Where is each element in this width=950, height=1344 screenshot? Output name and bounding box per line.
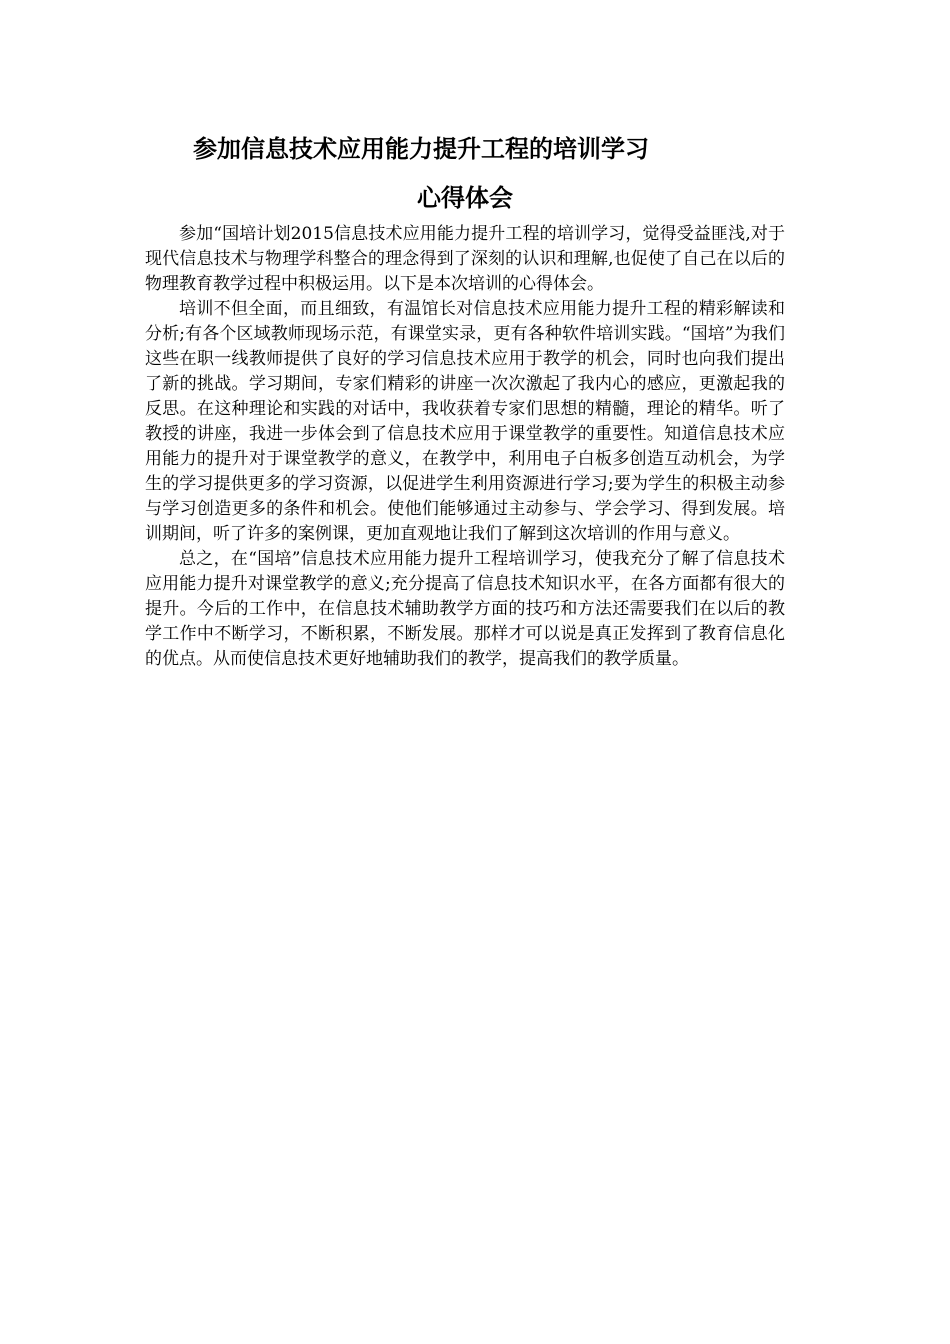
paragraph-2: 培训不但全面，而且细致，有温馆长对信息技术应用能力提升工程的精彩解读和分析;有各个区域教师现场示范，有课堂实录，更有各种软件培训实践。“国培”为我们这些在职一线教师提供了良好的学习信息技术应用于教学的机会，同时也向我们提出了新的挑战。学习期间，专家们精彩的讲座一次次激起了我内心的感应，更激起我的反思。在这种理论和实践的对话中，我收获着专家们思想的精髓，理论的精华。听了教授的讲座，我进一步体会到了信息技术应用于课堂教学的重要性。知道信息技术应用能力的提升对于课堂教学的意义，在教学中，利用电子白板多创造互动机会，为学生的学习提供更多的学习资源，以促进学生利用资源进行学习;要为学生的积极主动参与学习创造更多的条件和机会。使他们能够通过主动参与、学会学习、得到发展。培训期间，听了许多的案例课，更加直观地让我们了解到这次培训的作用与意义。 bbox=[145, 299, 785, 544]
paragraph-1: 参加“国培计划2015信息技术应用能力提升工程的培训学习，觉得受益匪浅,对于现代信息技术与物理学科整合的理念得到了深刻的认识和理解,也促使了自己在以后的物理教育教学过程中积极运用。以下是本次培训的心得体会。 bbox=[145, 224, 785, 294]
document-body bbox=[145, 222, 785, 672]
document-title-line1: 参加信息技术应用能力提升工程的培训学习 bbox=[193, 135, 649, 163]
paragraph-3: 总之，在“国培”信息技术应用能力提升工程培训学习，使我充分了解了信息技术应用能力提升对课堂教学的意义;充分提高了信息技术知识水平，在各方面都有很大的提升。今后的工作中，在信息技术辅助教学方面的技巧和方法还需要我们在以后的教学工作中不断学习，不断积累，不断发展。那样才可以说是真正发挥到了教育信息化的优点。从而使信息技术更好地辅助我们的教学，提高我们的教学质量。 bbox=[145, 549, 785, 669]
document-title-line2: 心得体会 bbox=[417, 184, 513, 212]
